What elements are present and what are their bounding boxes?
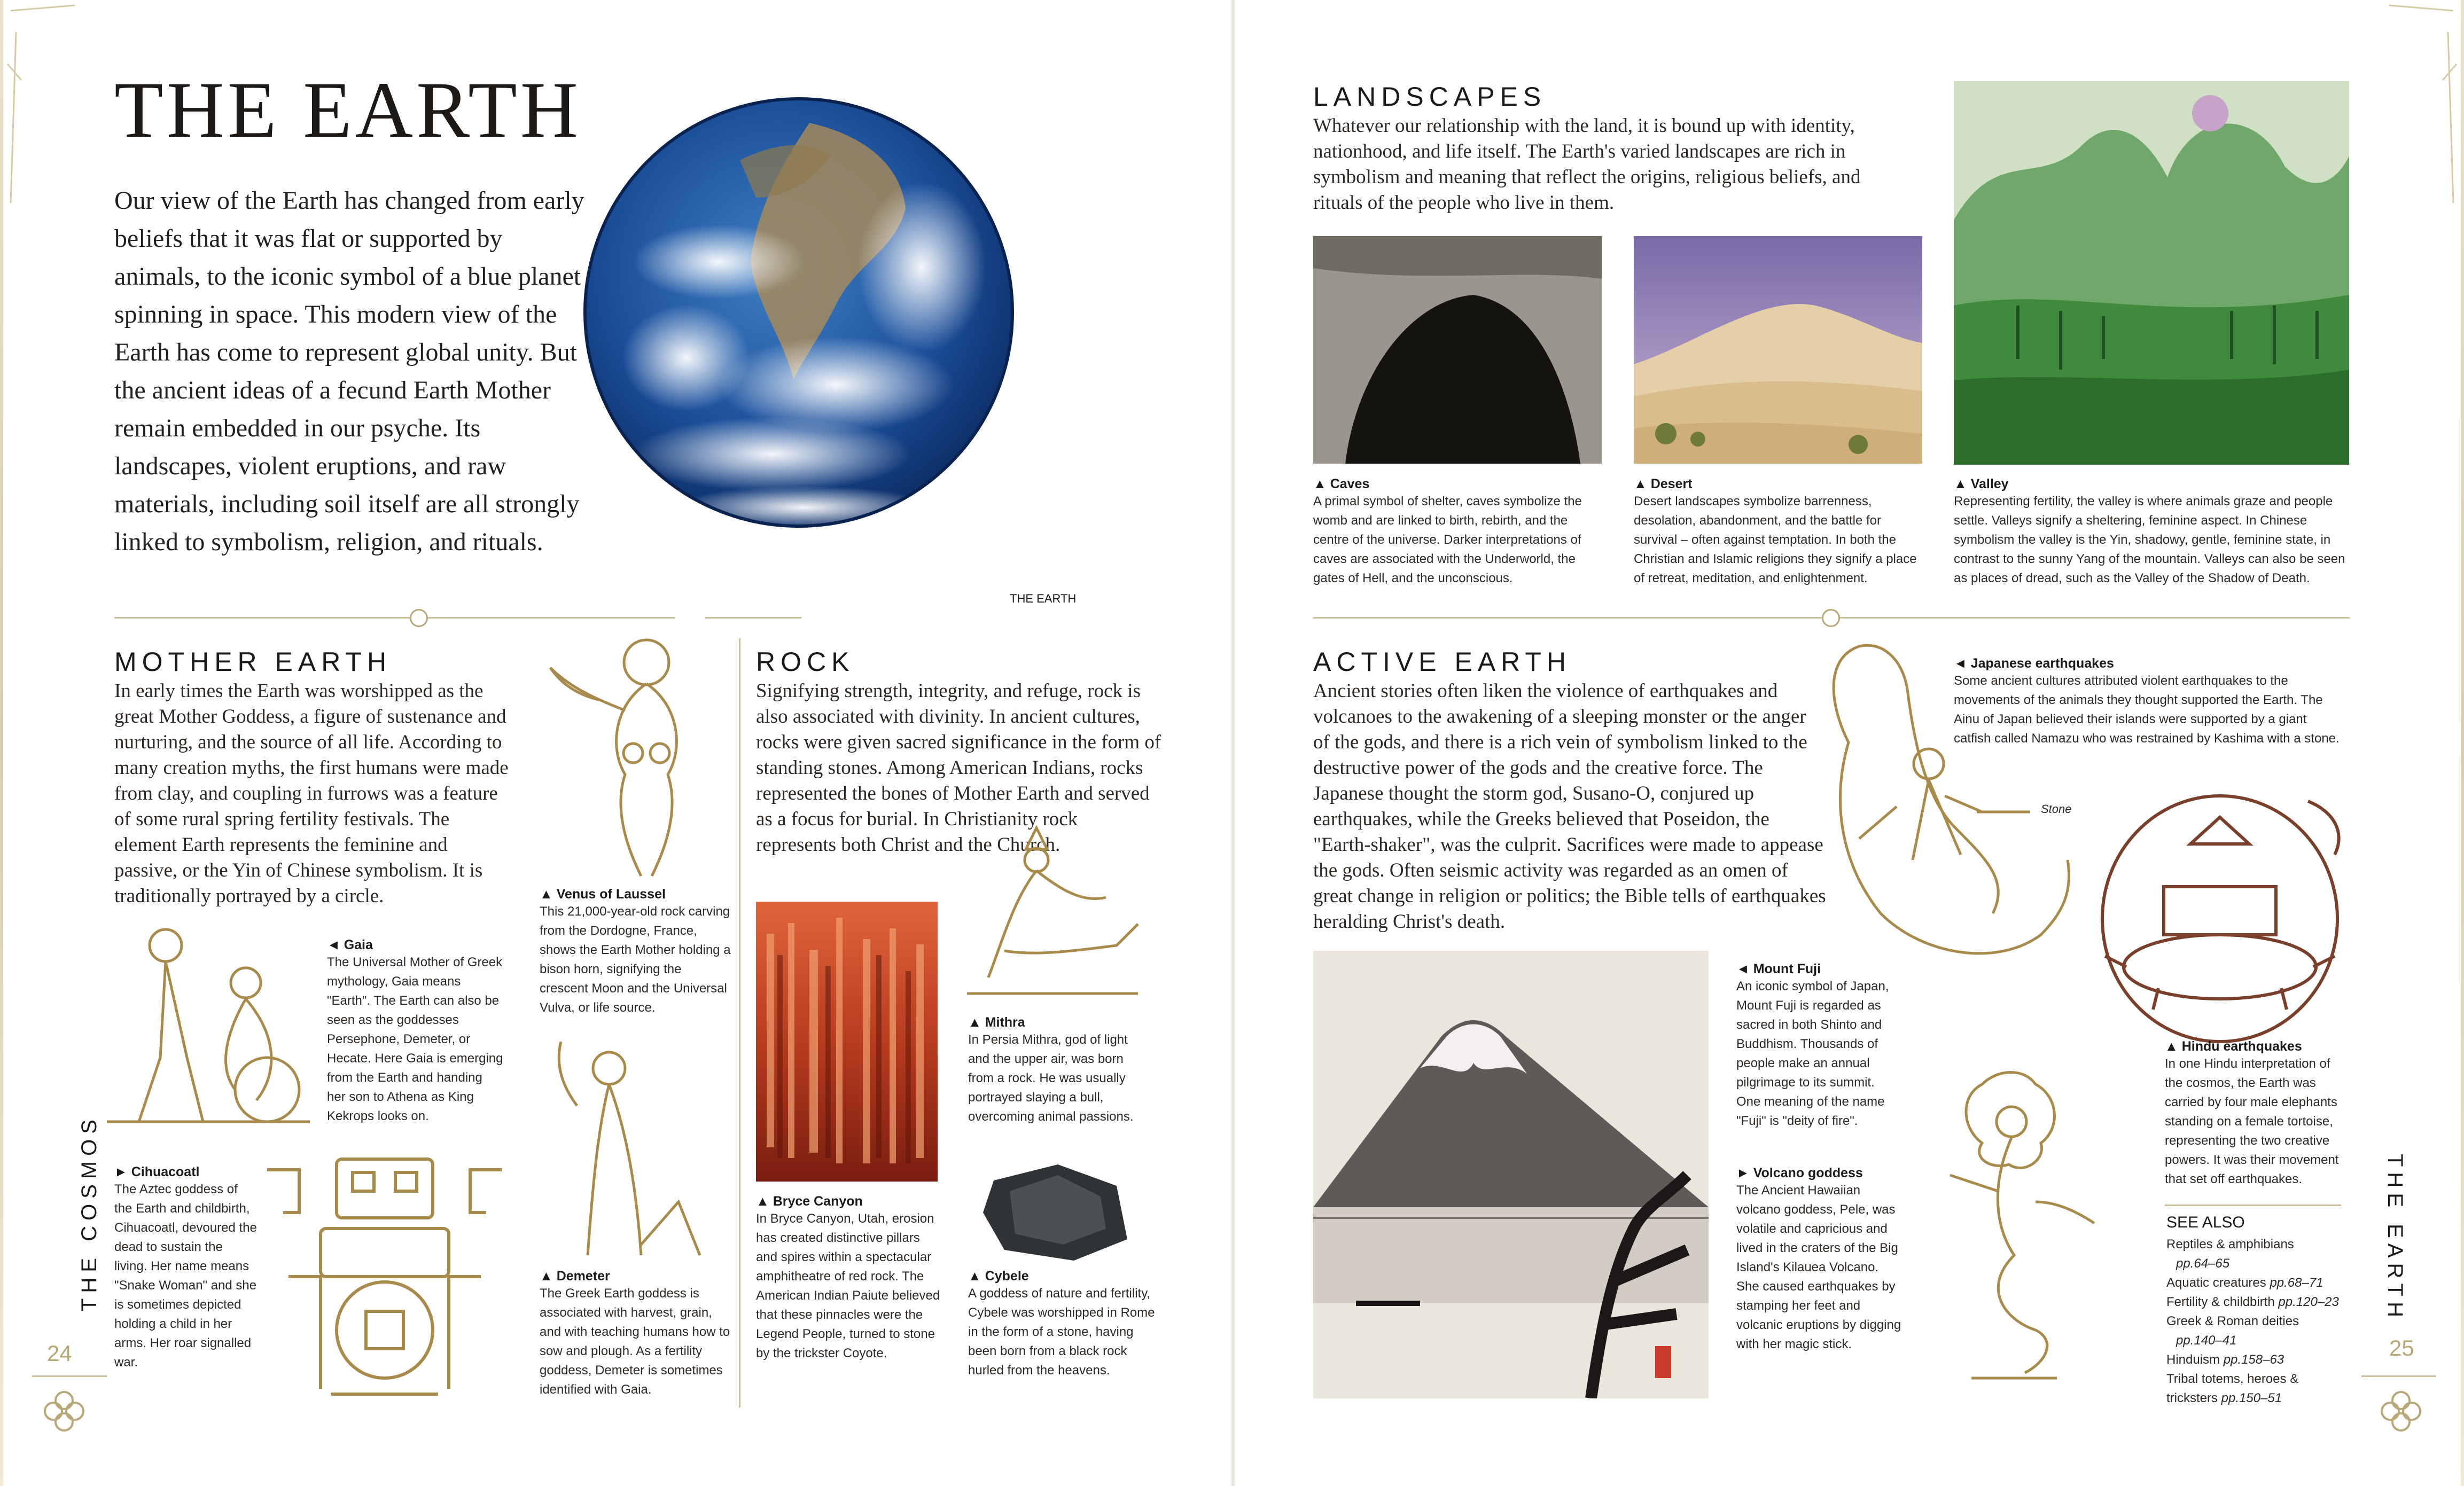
mithra-caption-body: In Persia Mithra, god of light and the upper air, was born from a rock. He was usually portrayed slaying a bull, overcoming animal passions. [968,1033,1134,1124]
bryce-canyon-photo [756,902,938,1182]
left-divider-right [705,617,801,619]
earth-globe-image [580,37,1018,593]
active-earth-body: Ancient stories often liken the violence of earthquakes and volcanoes to the awakening of a sleeping monster or the anger of the gods, and there is a rich vein of symbolism linked to the destructive power of the gods and the creative force. The Japanese thought the storm god, Susano-O, conjured up earthquakes, while the Greeks believed that Poseidon, the "Earth-shaker", was the culprit. Sacrifices were made to appease the gods. Often seismic activity was regarded as an omen of great change in religion or politics; the Bible tells of earthquakes heralding Christ's death. [1313,680,1826,933]
volcano-caption-body: The Ancient Hawaiian volcano goddess, Pele, was volatile and capricious and lived in the craters of the Big Island's Kilauea Volcano. She caused earthquakes by stamping her feet and volcanic eruptions by digging with her magic stick. [1736,1183,1901,1351]
left-margin-label: THE COSMOS [77,1114,101,1311]
right-page-number-rule [2361,1375,2436,1377]
caves-caption-body: A primal symbol of shelter, caves symbolize the womb and are linked to birth, rebirth, and the centre of the universe. Darker interpretations of caves are associated with the Underworld, the gates of Hell, and the unconscious. [1313,494,1582,585]
gaia-caption-body: The Universal Mother of Greek mythology, Gaia means "Earth". The Earth can also be seen as the goddesses Persephone, Demeter, or Hecate. Here Gaia is emerging from the Earth and handing her son to Athena as King Kekrops looks on. [327,955,503,1123]
left-divider [114,617,675,619]
landscapes-heading: LANDSCAPES [1313,82,1547,112]
book-spine [1230,0,1236,1486]
desert-caption-body: Desert landscapes symbolize barrenness, desolation, abandonment, and the battle for survival – often against temptation. In both the Christian and Islamic religions they signify a place of retreat, meditation, and enlightenment. [1634,494,1917,585]
gaia-caption-title: ◄ Gaia [327,937,373,952]
mithra-illustration [956,817,1149,1010]
cihuacoatl-caption-body: The Aztec goddess of the Earth and childbirth, Cihuacoatl, devoured the dead to sustain the living. Her name means "Snake Woman" and she is sometimes depicted holding a child in her arms. Her roar signalled war. [114,1182,257,1370]
caves-caption-title: ▲ Caves [1313,476,1370,491]
column-divider [739,638,740,1407]
rock-body: Signifying strength, integrity, and refuge, rock is also associated with divinity. In ancient cultures, rocks were given sacred significance in the form of standing stones. Among American Indians, rocks represented the bones of Mother Earth and served as a focus for burial. In Christianity rock represents both Christ and the Church. [756,680,1161,856]
cybele-caption-body: A goddess of nature and fertility, Cybele was worshipped in Rome in the form of a stone, having been born from a black rock hurled from the heavens. [968,1286,1155,1378]
venus-of-laussel-illustration [534,630,716,887]
left-page-number-rule [32,1375,107,1377]
venus-caption-body: This 21,000-year-old rock carving from the Dordogne, France, shows the Earth Mother holding a bison horn, signifying the crescent Moon and the Universal Vulva, or life source. [540,904,731,1015]
mount-fuji-print [1313,951,1709,1398]
volcano-caption-title: ► Volcano goddess [1736,1166,1863,1180]
active-earth-heading: ACTIVE EARTH [1313,647,1572,677]
corner-ornament-top-right [2379,0,2464,214]
right-margin-label: THE EARTH [2383,1154,2407,1323]
left-page-edge [0,0,3,1486]
stone-label: Stone [2041,802,2072,816]
right-divider-ornament [1822,609,1840,627]
venus-caption [540,887,732,1018]
divider-ornament [410,609,428,627]
left-page-number: 24 [47,1341,72,1366]
cihuacoatl-caption-title: ► Cihuacoatl [114,1164,200,1179]
intro-paragraph: Our view of the Earth has changed from early beliefs that it was flat or supported by animals, to the iconic symbol of a blue planet spinning in space. This modern view of the Earth has come to represent global unity. But the ancient ideas of a fecund Earth Mother remain embedded in our psyche. Its landscapes, violent eruptions, and raw materials, including soil itself are all strongly linked to symbolism, religion, and rituals. [114,186,584,556]
hindu-earthquakes-caption [2165,1039,2341,1189]
bryce-caption-body: In Bryce Canyon, Utah, erosion has created distinctive pillars and spires within a spectacular amphitheatre of red rock. The American Indian Paiute believed that these pinnacles were the Legend People, turned to stone by the trickster Coyote. [756,1211,940,1360]
demeter-caption-body: The Greek Earth goddess is associated with harvest, grain, and with teaching humans how to sow and plough. As a fertility goddess, Demeter is sometimes identified with Gaia. [540,1286,730,1397]
caves-caption [1313,476,1602,588]
left-footer-ornament [42,1389,87,1434]
volcano-goddess-illustration [1918,1063,2121,1383]
see-also-box [2166,1214,2343,1408]
mithra-caption [968,1015,1144,1127]
earth-image-caption: THE EARTH [1010,592,1077,605]
mother-earth-body: In early times the Earth was worshipped as the great Mother Goddess, a figure of sustenance and nurturing, and the source of all life. According to many creation myths, the first humans were made from clay, and coupling in furrows was a feature of some rural spring fertility festivals. The element Earth represents the feminine and passive, or the Yin of Chinese symbolism. It is traditionally portrayed by a circle. [114,680,509,907]
cihuacoatl-caption [114,1164,259,1372]
see-also-item[interactable]: Aquatic creatures pp.68–71 [2166,1276,2323,1290]
right-page-edge [2461,0,2464,1486]
valley-caption-title: ▲ Valley [1954,476,2009,491]
valley-caption [1954,476,2349,588]
japanese-caption-body: Some ancient cultures attributed violent earthquakes to the movements of the animals they thought supported the Earth. The Ainu of Japan believed their islands were supported by a giant catfish called Namazu who was restrained by Kashima with a stone. [1954,674,2340,746]
see-also-title: SEE ALSO [2166,1214,2245,1231]
demeter-caption-title: ▲ Demeter [540,1269,610,1284]
venus-caption-title: ▲ Venus of Laussel [540,887,666,902]
see-also-item[interactable]: Reptiles & amphibians pp.64–65 [2166,1237,2294,1271]
fuji-caption-body: An iconic symbol of Japan, Mount Fuji is regarded as sacred in both Shinto and Buddhism. Thousands of people make an annual pilgrimage to its summit. One meaning of the name "Fuji" is "deity of fire". [1736,979,1889,1128]
corner-ornament-top-left [0,0,85,214]
mount-fuji-caption [1736,961,1897,1131]
page-title: THE EARTH [114,66,582,154]
gaia-caption [327,937,503,1126]
hindu-caption-title: ▲ Hindu earthquakes [2165,1039,2302,1054]
see-also-item[interactable]: Hinduism pp.158–63 [2166,1352,2284,1367]
see-also-item[interactable]: Tribal totems, heroes & tricksters pp.150–51 [2166,1372,2299,1405]
desert-photo [1634,236,1922,464]
cybele-caption [968,1269,1155,1380]
japanese-caption-title: ◄ Japanese earthquakes [1954,656,2114,671]
cihuacoatl-illustration [256,1148,513,1405]
right-footer-ornament [2379,1389,2423,1434]
fuji-caption-title: ◄ Mount Fuji [1736,961,1821,976]
cybele-stone-photo [978,1159,1138,1266]
see-also-item[interactable]: Greek & Roman deities pp.140–41 [2166,1314,2299,1348]
see-also-rule [2165,1205,2341,1206]
cybele-caption-title: ▲ Cybele [968,1269,1029,1284]
desert-caption [1634,476,1922,588]
demeter-illustration [540,1042,711,1266]
desert-caption-title: ▲ Desert [1634,476,1693,491]
gaia-illustration [85,919,321,1132]
valley-caption-body: Representing fertility, the valley is where animals graze and people settle. Valleys signify a sheltering, feminine aspect. In Chinese symbolism the valley is the Yin, shadowy, gentle, feminine state, in contrast to the sunny Yang of the mountain. Valleys can also be seen as places of dread, such as the Valley of the Shadow of Death. [1954,494,2345,585]
landscapes-body: Whatever our relationship with the land, it is bound up with identity, nationhood, and life itself. The Earth's varied landscapes are rich in symbolism and meaning that reflect the origins, religious beliefs, and rituals of the people who live in them. [1313,115,1861,214]
bryce-caption-title: ▲ Bryce Canyon [756,1194,863,1209]
right-page-number: 25 [2389,1335,2414,1360]
rock-heading: ROCK [756,647,855,677]
valley-painting [1954,81,2349,465]
mithra-caption-title: ▲ Mithra [968,1015,1025,1030]
cave-photo [1313,236,1602,464]
mother-earth-heading: MOTHER EARTH [114,647,392,677]
hindu-earthquakes-illustration [2084,780,2356,1058]
volcano-goddess-caption [1736,1166,1902,1354]
see-also-item[interactable]: Fertility & childbirth pp.120–23 [2166,1295,2339,1309]
hindu-caption-body: In one Hindu interpretation of the cosmos, the Earth was carried by four male elephants standing on a female tortoise, representing the two creative powers. It was their movement that set off earthquakes. [2165,1057,2339,1186]
bryce-caption [756,1194,943,1363]
japanese-earthquakes-caption [1954,656,2344,748]
demeter-caption [540,1269,732,1399]
